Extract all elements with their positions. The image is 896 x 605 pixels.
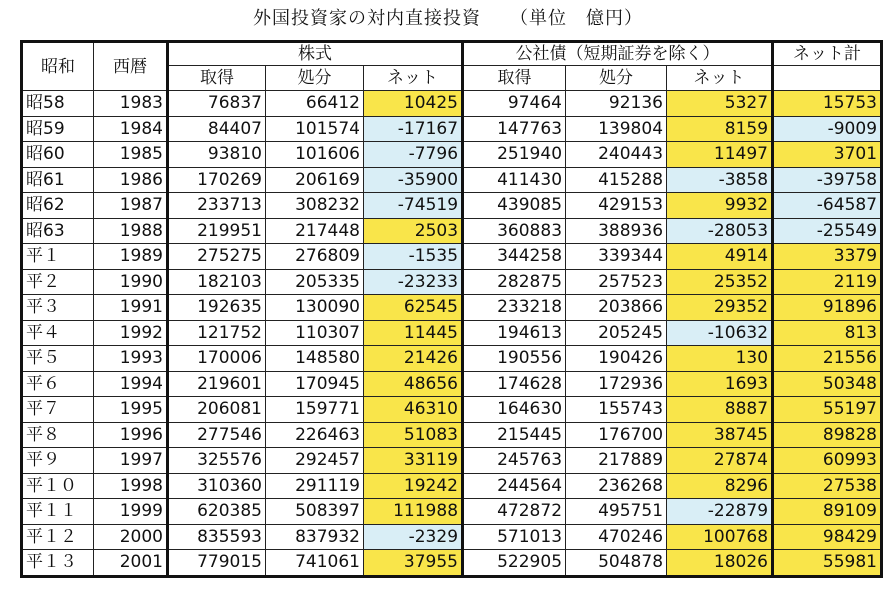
cell-s-buy: 206081 — [168, 397, 266, 423]
cell-b-net: 29352 — [667, 295, 773, 321]
cell-total: 89109 — [773, 499, 882, 525]
cell-b-buy: 164630 — [463, 397, 566, 423]
cell-b-buy: 251940 — [463, 142, 566, 168]
cell-s-sell: 741061 — [266, 550, 364, 577]
cell-era: 平１３ — [22, 550, 94, 577]
cell-year: 2000 — [94, 524, 168, 550]
cell-year: 1992 — [94, 320, 168, 346]
table-row — [22, 397, 882, 423]
cell-era: 平１０ — [22, 473, 94, 499]
table-row — [22, 448, 882, 474]
cell-era: 平１２ — [22, 524, 94, 550]
cell-b-net: 27874 — [667, 448, 773, 474]
header-koshasai: 公社債（短期証券を除く） — [463, 42, 773, 66]
header-stock-sell: 処分 — [266, 66, 364, 91]
cell-b-sell: 139804 — [566, 116, 667, 142]
cell-s-buy: 219951 — [168, 218, 266, 244]
cell-b-net: 4914 — [667, 244, 773, 270]
cell-b-net: 130 — [667, 346, 773, 372]
cell-total: 3701 — [773, 142, 882, 168]
cell-year: 1993 — [94, 346, 168, 372]
cell-b-buy: 97464 — [463, 91, 566, 117]
cell-era: 平６ — [22, 371, 94, 397]
cell-s-net: 21426 — [364, 346, 463, 372]
cell-b-net: 100768 — [667, 524, 773, 550]
cell-s-net: -17167 — [364, 116, 463, 142]
cell-s-buy: 93810 — [168, 142, 266, 168]
cell-s-buy: 277546 — [168, 422, 266, 448]
cell-s-net: -2329 — [364, 524, 463, 550]
page-title: 外国投資家の対内直接投資 （単位 億円） — [253, 8, 643, 29]
header-seireki: 西暦 — [94, 42, 168, 91]
cell-s-buy: 835593 — [168, 524, 266, 550]
cell-era: 昭63 — [22, 218, 94, 244]
cell-b-sell: 236268 — [566, 473, 667, 499]
cell-year: 1990 — [94, 269, 168, 295]
cell-s-net: 111988 — [364, 499, 463, 525]
cell-s-net: 48656 — [364, 371, 463, 397]
cell-b-sell: 205245 — [566, 320, 667, 346]
cell-b-net: 9932 — [667, 193, 773, 219]
cell-total: 3379 — [773, 244, 882, 270]
header-kabushiki: 株式 — [168, 42, 463, 66]
cell-b-net: -10632 — [667, 320, 773, 346]
cell-total: -39758 — [773, 167, 882, 193]
cell-total: -64587 — [773, 193, 882, 219]
cell-era: 平１ — [22, 244, 94, 270]
header-stock-buy: 取得 — [168, 66, 266, 91]
cell-s-net: 33119 — [364, 448, 463, 474]
cell-s-sell: 508397 — [266, 499, 364, 525]
cell-year: 1986 — [94, 167, 168, 193]
cell-total: -9009 — [773, 116, 882, 142]
cell-s-sell: 837932 — [266, 524, 364, 550]
cell-b-net: -3858 — [667, 167, 773, 193]
cell-s-net: 62545 — [364, 295, 463, 321]
cell-year: 1989 — [94, 244, 168, 270]
cell-s-buy: 219601 — [168, 371, 266, 397]
header-total-blank — [773, 66, 882, 91]
cell-b-net: 38745 — [667, 422, 773, 448]
cell-s-sell: 130090 — [266, 295, 364, 321]
cell-b-sell: 388936 — [566, 218, 667, 244]
cell-b-net: 1693 — [667, 371, 773, 397]
table-row — [22, 320, 882, 346]
cell-s-sell: 159771 — [266, 397, 364, 423]
table-row — [22, 218, 882, 244]
cell-year: 1987 — [94, 193, 168, 219]
cell-b-buy: 215445 — [463, 422, 566, 448]
cell-s-sell: 217448 — [266, 218, 364, 244]
cell-b-net: 5327 — [667, 91, 773, 117]
table-row — [22, 295, 882, 321]
header-bond-net: ネット — [667, 66, 773, 91]
cell-era: 平８ — [22, 422, 94, 448]
cell-s-sell: 170945 — [266, 371, 364, 397]
cell-era: 平３ — [22, 295, 94, 321]
cell-year: 1984 — [94, 116, 168, 142]
cell-b-sell: 155743 — [566, 397, 667, 423]
cell-b-sell: 495751 — [566, 499, 667, 525]
cell-s-net: -7796 — [364, 142, 463, 168]
cell-b-buy: 147763 — [463, 116, 566, 142]
cell-total: -25549 — [773, 218, 882, 244]
cell-b-buy: 571013 — [463, 524, 566, 550]
cell-era: 昭62 — [22, 193, 94, 219]
cell-year: 1996 — [94, 422, 168, 448]
table-row — [22, 142, 882, 168]
cell-era: 平９ — [22, 448, 94, 474]
cell-s-net: -74519 — [364, 193, 463, 219]
cell-b-sell: 240443 — [566, 142, 667, 168]
table-row — [22, 167, 882, 193]
cell-b-net: 8159 — [667, 116, 773, 142]
cell-b-buy: 233218 — [463, 295, 566, 321]
cell-s-buy: 325576 — [168, 448, 266, 474]
cell-s-buy: 170006 — [168, 346, 266, 372]
cell-s-sell: 291119 — [266, 473, 364, 499]
table-row — [22, 473, 882, 499]
cell-total: 15753 — [773, 91, 882, 117]
cell-s-net: -35900 — [364, 167, 463, 193]
cell-year: 1999 — [94, 499, 168, 525]
cell-total: 50348 — [773, 371, 882, 397]
cell-year: 1988 — [94, 218, 168, 244]
cell-era: 平５ — [22, 346, 94, 372]
cell-s-net: -1535 — [364, 244, 463, 270]
cell-total: 89828 — [773, 422, 882, 448]
header-net-total: ネット計 — [773, 42, 882, 66]
cell-b-sell: 504878 — [566, 550, 667, 577]
cell-s-buy: 233713 — [168, 193, 266, 219]
cell-s-sell: 226463 — [266, 422, 364, 448]
cell-b-buy: 282875 — [463, 269, 566, 295]
cell-b-sell: 429153 — [566, 193, 667, 219]
header-bond-buy: 取得 — [463, 66, 566, 91]
cell-b-net: 8887 — [667, 397, 773, 423]
cell-year: 1997 — [94, 448, 168, 474]
cell-year: 1985 — [94, 142, 168, 168]
cell-era: 平４ — [22, 320, 94, 346]
cell-s-net: 19242 — [364, 473, 463, 499]
table-row — [22, 499, 882, 525]
cell-s-sell: 101606 — [266, 142, 364, 168]
cell-total: 21556 — [773, 346, 882, 372]
cell-b-net: -22879 — [667, 499, 773, 525]
cell-year: 2001 — [94, 550, 168, 577]
cell-total: 813 — [773, 320, 882, 346]
cell-b-buy: 522905 — [463, 550, 566, 577]
cell-total: 2119 — [773, 269, 882, 295]
cell-b-sell: 470246 — [566, 524, 667, 550]
cell-s-sell: 148580 — [266, 346, 364, 372]
cell-b-buy: 411430 — [463, 167, 566, 193]
cell-era: 昭59 — [22, 116, 94, 142]
cell-b-sell: 217889 — [566, 448, 667, 474]
cell-s-sell: 308232 — [266, 193, 364, 219]
header-bond-sell: 処分 — [566, 66, 667, 91]
cell-s-sell: 206169 — [266, 167, 364, 193]
cell-s-net: -23233 — [364, 269, 463, 295]
cell-s-sell: 110307 — [266, 320, 364, 346]
cell-b-sell: 172936 — [566, 371, 667, 397]
cell-s-net: 10425 — [364, 91, 463, 117]
cell-s-buy: 192635 — [168, 295, 266, 321]
cell-total: 55981 — [773, 550, 882, 577]
cell-b-buy: 244564 — [463, 473, 566, 499]
header-showa: 昭和 — [22, 42, 94, 91]
cell-s-buy: 76837 — [168, 91, 266, 117]
table-row — [22, 371, 882, 397]
cell-b-buy: 194613 — [463, 320, 566, 346]
cell-s-net: 11445 — [364, 320, 463, 346]
cell-b-net: 8296 — [667, 473, 773, 499]
cell-s-sell: 66412 — [266, 91, 364, 117]
cell-b-net: 11497 — [667, 142, 773, 168]
investment-table — [20, 40, 883, 578]
cell-s-buy: 275275 — [168, 244, 266, 270]
cell-s-buy: 121752 — [168, 320, 266, 346]
cell-b-buy: 360883 — [463, 218, 566, 244]
cell-s-net: 37955 — [364, 550, 463, 577]
cell-b-net: 18026 — [667, 550, 773, 577]
cell-s-buy: 84407 — [168, 116, 266, 142]
table-row — [22, 244, 882, 270]
table-row — [22, 346, 882, 372]
cell-b-sell: 92136 — [566, 91, 667, 117]
cell-total: 91896 — [773, 295, 882, 321]
cell-year: 1995 — [94, 397, 168, 423]
cell-year: 1994 — [94, 371, 168, 397]
cell-era: 昭60 — [22, 142, 94, 168]
cell-year: 1983 — [94, 91, 168, 117]
table-row — [22, 269, 882, 295]
cell-s-net: 2503 — [364, 218, 463, 244]
table-row — [22, 422, 882, 448]
cell-year: 1991 — [94, 295, 168, 321]
table-row — [22, 116, 882, 142]
cell-b-sell: 176700 — [566, 422, 667, 448]
cell-s-net: 46310 — [364, 397, 463, 423]
table-row — [22, 193, 882, 219]
cell-b-sell: 257523 — [566, 269, 667, 295]
cell-total: 55197 — [773, 397, 882, 423]
table-row — [22, 550, 882, 577]
cell-s-buy: 170269 — [168, 167, 266, 193]
cell-b-sell: 415288 — [566, 167, 667, 193]
cell-total: 27538 — [773, 473, 882, 499]
cell-s-buy: 310360 — [168, 473, 266, 499]
cell-s-buy: 182103 — [168, 269, 266, 295]
cell-era: 平７ — [22, 397, 94, 423]
cell-s-sell: 276809 — [266, 244, 364, 270]
cell-era: 昭58 — [22, 91, 94, 117]
cell-total: 60993 — [773, 448, 882, 474]
cell-s-sell: 292457 — [266, 448, 364, 474]
cell-s-buy: 620385 — [168, 499, 266, 525]
table-body — [22, 91, 882, 577]
cell-era: 昭61 — [22, 167, 94, 193]
cell-b-net: 25352 — [667, 269, 773, 295]
cell-year: 1998 — [94, 473, 168, 499]
cell-s-buy: 779015 — [168, 550, 266, 577]
cell-era: 平２ — [22, 269, 94, 295]
cell-s-net: 51083 — [364, 422, 463, 448]
cell-era: 平１１ — [22, 499, 94, 525]
cell-b-net: -28053 — [667, 218, 773, 244]
cell-b-buy: 174628 — [463, 371, 566, 397]
table-row — [22, 91, 882, 117]
cell-s-sell: 101574 — [266, 116, 364, 142]
cell-b-sell: 203866 — [566, 295, 667, 321]
header-stock-net: ネット — [364, 66, 463, 91]
cell-total: 98429 — [773, 524, 882, 550]
cell-b-sell: 190426 — [566, 346, 667, 372]
cell-b-buy: 190556 — [463, 346, 566, 372]
cell-b-buy: 439085 — [463, 193, 566, 219]
table-row — [22, 524, 882, 550]
cell-b-sell: 339344 — [566, 244, 667, 270]
cell-b-buy: 245763 — [463, 448, 566, 474]
cell-b-buy: 344258 — [463, 244, 566, 270]
cell-b-buy: 472872 — [463, 499, 566, 525]
cell-s-sell: 205335 — [266, 269, 364, 295]
